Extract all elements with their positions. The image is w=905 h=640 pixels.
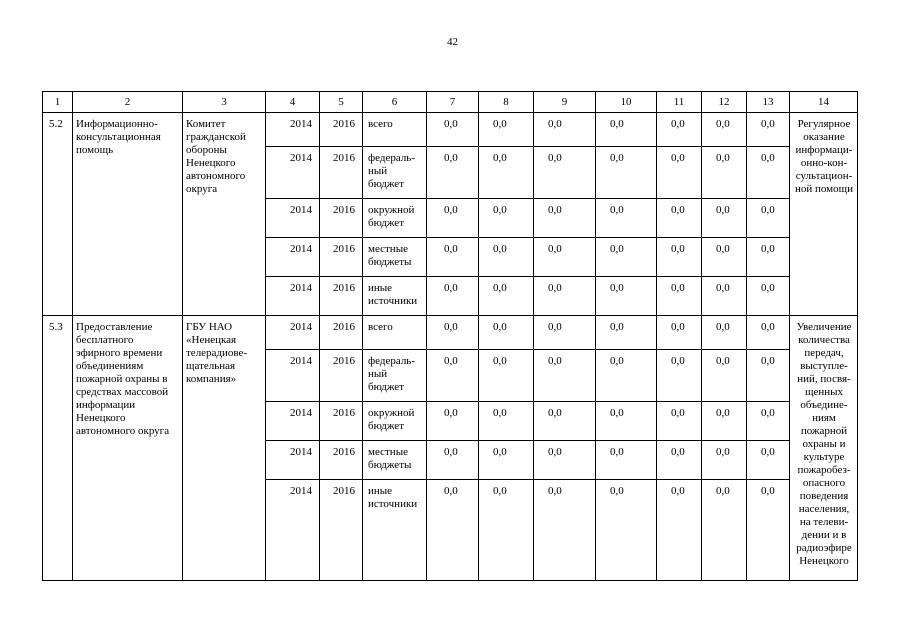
amount-cell: 0,0 [747,480,790,581]
item-name-cell: Предоставление бесплатного эфирного времени объединениям пожарной охраны в средствах массовой информации Ненецкого автономного округа [73,316,183,581]
amount-cell: 0,0 [747,402,790,441]
amount-cell: 0,0 [534,199,596,238]
header-cell: 1 [43,92,73,113]
amount-cell: 0,0 [534,147,596,199]
end-year-cell: 2016 [320,277,363,316]
amount-cell: 0,0 [596,277,657,316]
amount-cell: 0,0 [479,277,534,316]
header-cell: 2 [73,92,183,113]
end-year-cell: 2016 [320,480,363,581]
funding-source-cell: местные бюджеты [363,238,427,277]
amount-cell: 0,0 [534,316,596,350]
amount-cell: 0,0 [534,441,596,480]
amount-cell: 0,0 [479,350,534,402]
amount-cell: 0,0 [702,316,747,350]
program-table [42,91,858,581]
amount-cell: 0,0 [747,441,790,480]
header-cell: 11 [657,92,702,113]
funding-source-cell: окружной бюджет [363,199,427,238]
amount-cell: 0,0 [596,113,657,147]
amount-cell: 0,0 [747,238,790,277]
funding-source-cell: иные источники [363,277,427,316]
start-year-cell: 2014 [266,277,320,316]
end-year-cell: 2016 [320,316,363,350]
amount-cell: 0,0 [596,350,657,402]
amount-cell: 0,0 [657,350,702,402]
amount-cell: 0,0 [479,441,534,480]
amount-cell: 0,0 [702,199,747,238]
start-year-cell: 2014 [266,350,320,402]
header-cell: 5 [320,92,363,113]
amount-cell: 0,0 [747,147,790,199]
start-year-cell: 2014 [266,441,320,480]
amount-cell: 0,0 [534,238,596,277]
page-number: 42 [447,36,458,48]
header-cell: 6 [363,92,427,113]
amount-cell: 0,0 [596,441,657,480]
start-year-cell: 2014 [266,402,320,441]
start-year-cell: 2014 [266,113,320,147]
amount-cell: 0,0 [657,199,702,238]
amount-cell: 0,0 [427,238,479,277]
funding-source-cell: федераль-ный бюджет [363,350,427,402]
amount-cell: 0,0 [427,316,479,350]
amount-cell: 0,0 [534,480,596,581]
amount-cell: 0,0 [702,480,747,581]
amount-cell: 0,0 [596,147,657,199]
end-year-cell: 2016 [320,147,363,199]
amount-cell: 0,0 [427,277,479,316]
funding-source-cell: иные источники [363,480,427,581]
funding-source-cell: окружной бюджет [363,402,427,441]
amount-cell: 0,0 [427,113,479,147]
item-number-cell: 5.3 [43,316,73,581]
amount-cell: 0,0 [596,402,657,441]
end-year-cell: 2016 [320,441,363,480]
end-year-cell: 2016 [320,402,363,441]
item-name-cell: Информационно-консультационная помощь [73,113,183,316]
amount-cell: 0,0 [427,441,479,480]
amount-cell: 0,0 [534,350,596,402]
amount-cell: 0,0 [427,402,479,441]
end-year-cell: 2016 [320,199,363,238]
amount-cell: 0,0 [657,316,702,350]
end-year-cell: 2016 [320,113,363,147]
end-year-cell: 2016 [320,350,363,402]
executor-cell: ГБУ НАО «Ненецкая телерадиове-щательная компания» [183,316,266,581]
funding-source-cell: федераль-ный бюджет [363,147,427,199]
amount-cell: 0,0 [657,480,702,581]
start-year-cell: 2014 [266,238,320,277]
header-row [43,92,858,113]
amount-cell: 0,0 [702,147,747,199]
amount-cell: 0,0 [427,350,479,402]
header-cell: 13 [747,92,790,113]
amount-cell: 0,0 [702,113,747,147]
amount-cell: 0,0 [479,113,534,147]
start-year-cell: 2014 [266,199,320,238]
start-year-cell: 2014 [266,480,320,581]
amount-cell: 0,0 [702,402,747,441]
end-year-cell: 2016 [320,238,363,277]
amount-cell: 0,0 [747,113,790,147]
amount-cell: 0,0 [479,147,534,199]
amount-cell: 0,0 [427,199,479,238]
header-cell: 14 [790,92,858,113]
amount-cell: 0,0 [427,480,479,581]
header-cell: 4 [266,92,320,113]
header-cell: 10 [596,92,657,113]
amount-cell: 0,0 [657,238,702,277]
amount-cell: 0,0 [596,199,657,238]
amount-cell: 0,0 [479,316,534,350]
header-cell: 8 [479,92,534,113]
amount-cell: 0,0 [657,441,702,480]
amount-cell: 0,0 [747,316,790,350]
amount-cell: 0,0 [427,147,479,199]
expected-result-cell: Регулярное оказание информаци-онно-кон-сультацион-ной помощи [790,113,858,316]
header-cell: 9 [534,92,596,113]
executor-cell: Комитет гражданской обороны Ненецкого автономного округа [183,113,266,316]
amount-cell: 0,0 [479,238,534,277]
amount-cell: 0,0 [702,441,747,480]
amount-cell: 0,0 [657,277,702,316]
amount-cell: 0,0 [534,277,596,316]
table-row [43,316,858,350]
table-row [43,113,858,147]
header-cell: 3 [183,92,266,113]
amount-cell: 0,0 [657,113,702,147]
header-cell: 7 [427,92,479,113]
amount-cell: 0,0 [534,113,596,147]
header-cell: 12 [702,92,747,113]
amount-cell: 0,0 [702,238,747,277]
funding-source-cell: местные бюджеты [363,441,427,480]
amount-cell: 0,0 [747,350,790,402]
amount-cell: 0,0 [479,402,534,441]
amount-cell: 0,0 [702,277,747,316]
table-body [43,113,858,581]
amount-cell: 0,0 [479,480,534,581]
amount-cell: 0,0 [747,199,790,238]
funding-source-cell: всего [363,113,427,147]
expected-result-cell: Увеличение количества передач, выступле-ний, посвя-щенных объедине-ниям пожарной охраны и культуре пожаробез-опасного поведения населения, на телеви-дении и в радиоэфире Ненецкого [790,316,858,581]
start-year-cell: 2014 [266,316,320,350]
amount-cell: 0,0 [596,238,657,277]
amount-cell: 0,0 [479,199,534,238]
funding-source-cell: всего [363,316,427,350]
amount-cell: 0,0 [747,277,790,316]
amount-cell: 0,0 [657,402,702,441]
start-year-cell: 2014 [266,147,320,199]
amount-cell: 0,0 [702,350,747,402]
amount-cell: 0,0 [534,402,596,441]
amount-cell: 0,0 [596,480,657,581]
amount-cell: 0,0 [596,316,657,350]
item-number-cell: 5.2 [43,113,73,316]
amount-cell: 0,0 [657,147,702,199]
